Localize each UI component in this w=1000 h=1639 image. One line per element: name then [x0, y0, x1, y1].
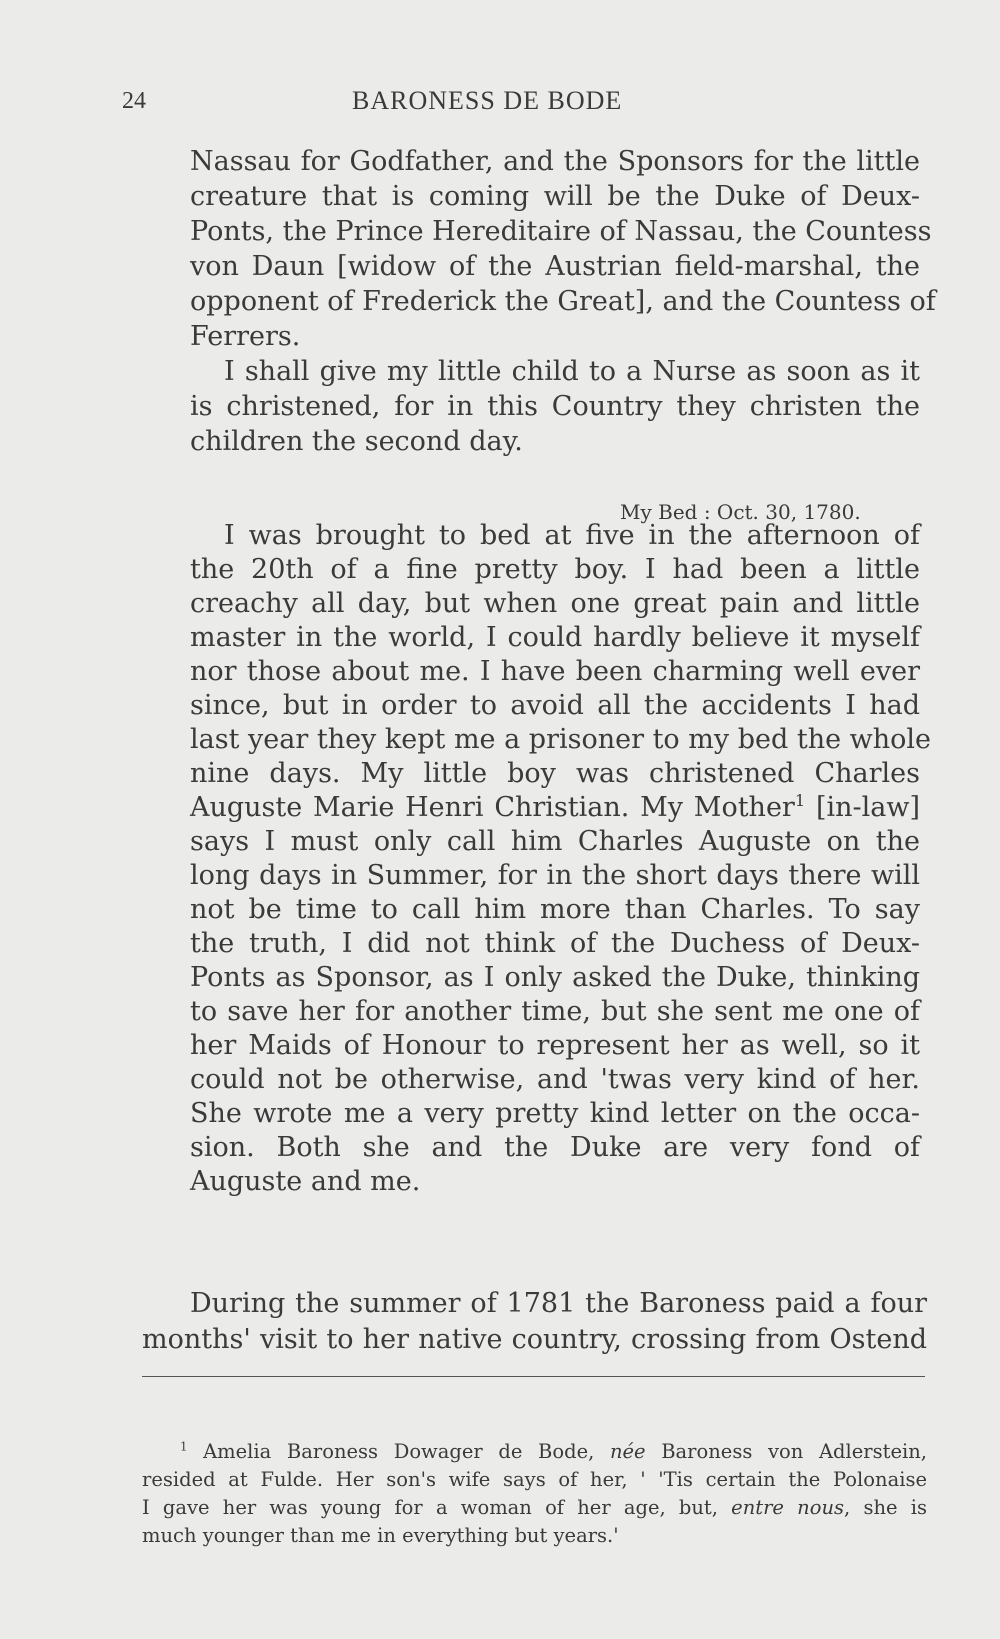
text-line: children the second day.: [190, 426, 523, 457]
text-line: creature that is coming will be the Duke of Deux-: [190, 181, 920, 212]
text-line: Auguste and me.: [190, 1166, 421, 1197]
text-line: last year they kept me a prisoner to my bed the whole: [190, 724, 932, 755]
text-line: not be time to call him more than Charles. To say: [190, 894, 920, 925]
text-line: Nassau for Godfather, and the Sponsors for the little: [190, 146, 920, 177]
footnote-marker: 1: [180, 1439, 188, 1454]
text-line: During the summer of 1781 the Baroness paid a four: [190, 1288, 927, 1319]
text-line: Ponts, the Prince Hereditaire of Nassau, the Countess: [190, 216, 932, 247]
text-line: much younger than me in everything but years.': [142, 1524, 619, 1547]
text-line: von Daun [widow of the Austrian field-marshal, the: [190, 251, 920, 282]
text-line: I shall give my little child to a Nurse as soon as it: [224, 356, 920, 387]
text-line: to save her for another time, but she sent me one of: [190, 996, 920, 1027]
footnote-reference: 1: [794, 791, 806, 810]
text-line: the 20th of a fine pretty boy. I had been a little: [190, 554, 920, 585]
text-line: could not be otherwise, and 'twas very kind of her.: [190, 1064, 920, 1095]
text-line: creachy all day, but when one great pain and little: [190, 588, 920, 619]
text-line: nine days. My little boy was christened Charles: [190, 758, 920, 789]
text-line: months' visit to her native country, crossing from Ostend: [142, 1324, 927, 1355]
running-title: BARONESS DE BODE: [352, 86, 623, 115]
text-segment: Baroness von Adlerstein,: [645, 1440, 927, 1463]
text-line: Ferrers.: [190, 321, 301, 352]
letter-dateline: My Bed : Oct. 30, 1780.: [620, 500, 861, 524]
text-line: Ponts as Sponsor, as I only asked the Duke, thinking: [190, 962, 920, 993]
text-segment: Amelia Baroness Dowager de Bode,: [187, 1440, 610, 1463]
page-number: 24: [122, 88, 146, 114]
text-line: I was brought to bed at five in the afternoon of: [224, 520, 920, 551]
text-line: since, but in order to avoid all the accidents I had: [190, 690, 920, 721]
text-line: long days in Summer, for in the short days there will: [190, 860, 920, 891]
footnote-divider: [142, 1376, 925, 1377]
text-line: nor those about me. I have been charming well ever: [190, 656, 920, 687]
text-line: is christened, for in this Country they christen the: [190, 391, 920, 422]
text-line: resided at Fulde. Her son's wife says of her, ' 'Tis certain the Polonaise: [142, 1468, 927, 1491]
text-line: [142, 1440, 927, 1466]
text-line: the truth, I did not think of the Duchess of Deux-: [190, 928, 920, 959]
text-line: [142, 1496, 927, 1522]
text-segment: , she is: [844, 1496, 927, 1519]
text-segment: [in-law]: [805, 792, 921, 823]
text-segment: née: [609, 1440, 646, 1463]
text-segment: entre nous: [731, 1496, 845, 1519]
text-line: opponent of Frederick the Great], and the Countess of: [190, 286, 936, 317]
text-line: sion. Both she and the Duke are very fond of: [190, 1132, 920, 1163]
text-segment: I gave her was young for a woman of her age, but,: [142, 1496, 732, 1519]
text-line: her Maids of Honour to represent her as well, so it: [190, 1030, 920, 1061]
text-line: master in the world, I could hardly believe it myself: [190, 622, 920, 653]
text-line: says I must only call him Charles Auguste on the: [190, 826, 920, 857]
text-line: She wrote me a very pretty kind letter on the occa-: [190, 1098, 920, 1129]
text-segment: Auguste Marie Henri Christian. My Mother: [190, 792, 795, 823]
page-header: [122, 88, 922, 128]
text-line: [190, 792, 920, 826]
